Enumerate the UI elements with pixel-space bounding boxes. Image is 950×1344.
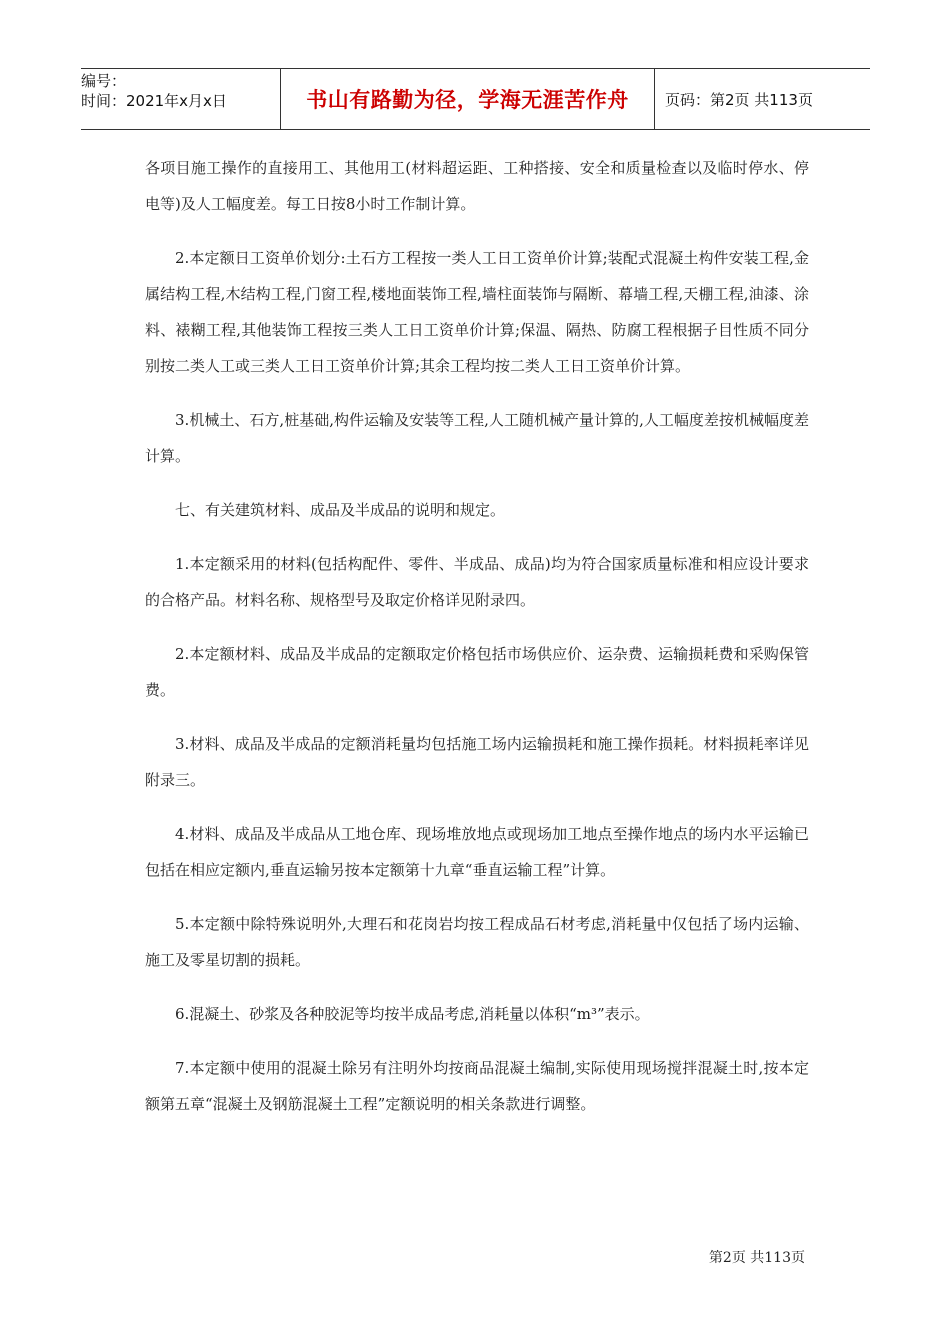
- paragraph: 5.本定额中除特殊说明外,大理石和花岗岩均按工程成品石材考虑,消耗量中仅包括了场内运输、施工及零星切割的损耗。: [145, 915, 809, 969]
- header-meta: [81, 69, 281, 129]
- paragraph: 7.本定额中使用的混凝土除另有注明外均按商品混凝土编制,实际使用现场搅拌混凝土时,按本定额第五章“混凝土及钢筋混凝土工程”定额说明的相关条款进行调整。: [145, 1059, 809, 1113]
- paragraph: 4.材料、成品及半成品从工地仓库、现场堆放地点或现场加工地点至操作地点的场内水平运输已包括在相应定额内,垂直运输另按本定额第十九章“垂直运输工程”计算。: [145, 825, 809, 879]
- paragraph: 3.材料、成品及半成品的定额消耗量均包括施工场内运输损耗和施工操作损耗。材料损耗率详见附录三。: [145, 735, 809, 789]
- paragraph: 6.混凝土、砂浆及各种胶泥等均按半成品考虑,消耗量以体积“m³”表示。: [175, 1005, 650, 1023]
- header-motto: 书山有路勤为径，学海无涯苦作舟: [281, 69, 655, 129]
- paragraph: 2.本定额日工资单价划分:土石方工程按一类人工日工资单价计算;装配式混凝土构件安装工程,金属结构工程,木结构工程,门窗工程,楼地面装饰工程,墙柱面装饰与隔断、幕墙工程,天棚工程,油漆、涂料、裱糊工程,其他装饰工程按三类人工日工资单价计算;保温、隔热、防腐工程根据子目性质不同分别按二类人工或三类人工日工资单价计算;其余工程均按二类人工日工资单价计算。: [145, 249, 809, 375]
- header-page-number: 页码：第2页 共113页: [665, 90, 813, 109]
- section-heading: 七、有关建筑材料、成品及半成品的说明和规定。: [175, 501, 506, 519]
- document-number-label: 编号：: [81, 72, 127, 90]
- paragraph: 各项目施工操作的直接用工、其他用工(材料超运距、工种搭接、安全和质量检查以及临时停水、停电等)及人工幅度差。每工日按8小时工作制计算。: [145, 159, 809, 213]
- page-footer: 第2页 共113页: [708, 1250, 805, 1266]
- paragraph: 1.本定额采用的材料(包括构配件、零件、半成品、成品)均为符合国家质量标准和相应设计要求的合格产品。材料名称、规格型号及取定价格详见附录四。: [145, 555, 809, 609]
- paragraph: 2.本定额材料、成品及半成品的定额取定价格包括市场供应价、运杂费、运输损耗费和采购保管费。: [145, 645, 809, 699]
- document-date-label: 时间：2021年x月x日: [81, 92, 227, 110]
- document-body: [145, 150, 809, 1140]
- paragraph: 3.机械土、石方,桩基础,构件运输及安装等工程,人工随机械产量计算的,人工幅度差按机械幅度差计算。: [145, 411, 809, 465]
- page-header: [81, 68, 870, 130]
